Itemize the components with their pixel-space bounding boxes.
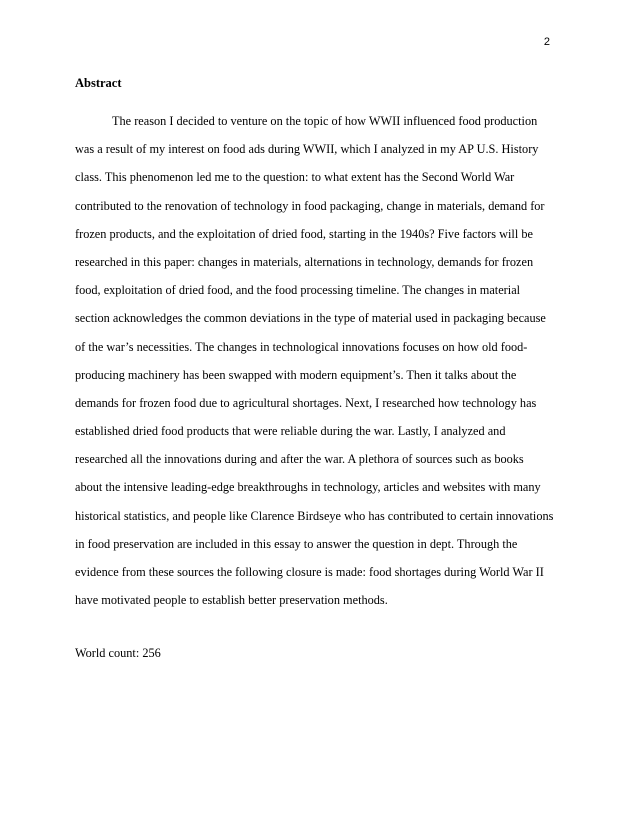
abstract-line: established dried food products that were reliable during the war. Lastly, I analyzed and bbox=[75, 424, 506, 439]
abstract-body bbox=[75, 112, 575, 619]
abstract-line: evidence from these sources the following closure is made: food shortages during World War II bbox=[75, 565, 544, 579]
abstract-line: historical statistics, and people like Clarence Birdseye who has contributed to certain innovations bbox=[75, 508, 554, 523]
abstract-line: producing machinery has been swapped with modern equipment’s. Then it talks about the bbox=[75, 367, 517, 382]
abstract-line: class. This phenomenon led me to the question: to what extent has the Second World War bbox=[75, 170, 515, 185]
abstract-line: section acknowledges the common deviations in the type of material used in packaging because bbox=[75, 311, 546, 326]
page-number: 2 bbox=[543, 36, 550, 48]
abstract-line: was a result of my interest on food ads during WWII, which I analyzed in my AP U.S. History bbox=[75, 142, 539, 157]
word-count: World count: 256 bbox=[75, 646, 161, 660]
abstract-line: contributed to the renovation of technology in food packaging, change in materials, demand for bbox=[75, 198, 545, 213]
abstract-line: about the intensive leading-edge breakthroughs in technology, articles and websites with many bbox=[75, 480, 541, 495]
abstract-line: researched in this paper: changes in materials, alternations in technology, demands for frozen bbox=[75, 254, 534, 269]
abstract-line: in food preservation are included in this essay to answer the question in dept. Through the bbox=[75, 536, 518, 551]
abstract-line: The reason I decided to venture on the topic of how WWII influenced food production bbox=[112, 114, 538, 128]
abstract-line: researched all the innovations during and after the war. A plethora of sources such as books bbox=[75, 452, 524, 467]
abstract-line: have motivated people to establish better preservation methods. bbox=[75, 593, 388, 608]
abstract-line: of the war’s necessities. The changes in technological innovations focuses on how old food- bbox=[75, 339, 528, 354]
abstract-line: demands for frozen food due to agricultural shortages. Next, I researched how technology has bbox=[75, 395, 537, 410]
abstract-heading: Abstract bbox=[75, 76, 122, 90]
abstract-line: frozen products, and the exploitation of dried food, starting in the 1940s? Five factors will be bbox=[75, 226, 533, 241]
abstract-line: food, exploitation of dried food, and the food processing timeline. The changes in material bbox=[75, 283, 521, 298]
